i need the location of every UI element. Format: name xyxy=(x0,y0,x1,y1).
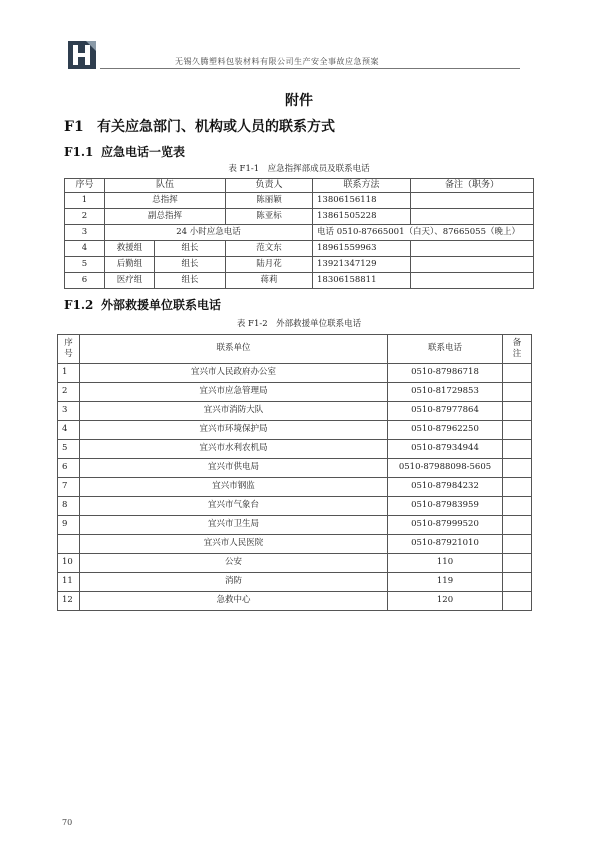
team-cell: 总指挥 xyxy=(105,193,226,209)
table-row xyxy=(58,364,532,383)
phone-cell: 119 xyxy=(388,573,503,592)
seq-cell xyxy=(58,535,80,554)
seq-cell: 4 xyxy=(65,241,105,257)
column-header: 负责人 xyxy=(226,179,313,193)
team-cell: 副总指挥 xyxy=(105,209,226,225)
role-cell: 组长 xyxy=(155,241,226,257)
note-cell xyxy=(503,535,532,554)
role-cell: 组长 xyxy=(155,257,226,273)
unit-cell: 宜兴市卫生局 xyxy=(80,516,388,535)
contact-cell: 18306158811 xyxy=(313,273,411,289)
table-row xyxy=(58,478,532,497)
team-cell: 24 小时应急电话 xyxy=(105,225,313,241)
phone-cell: 0510-87984232 xyxy=(388,478,503,497)
leader-cell: 陈丽颖 xyxy=(226,193,313,209)
column-header: 备 注 xyxy=(503,335,532,364)
group-cell: 后勤组 xyxy=(105,257,155,273)
table-row xyxy=(58,402,532,421)
group-cell: 医疗组 xyxy=(105,273,155,289)
phone-cell: 0510-87977864 xyxy=(388,402,503,421)
table-row xyxy=(65,257,534,273)
note-cell xyxy=(411,193,534,209)
seq-cell: 11 xyxy=(58,573,80,592)
seq-cell: 2 xyxy=(65,209,105,225)
contact-cell: 18961559963 xyxy=(313,241,411,257)
note-cell xyxy=(503,459,532,478)
note-cell xyxy=(503,554,532,573)
leader-cell: 陆月花 xyxy=(226,257,313,273)
emergency-command-table xyxy=(64,178,534,289)
section-heading-f1 xyxy=(64,116,335,136)
table-row xyxy=(65,241,534,257)
contact-cell: 13806156118 xyxy=(313,193,411,209)
note-cell xyxy=(503,364,532,383)
section-number: F1 xyxy=(64,119,84,135)
note-cell xyxy=(503,573,532,592)
section-number: F1.2 xyxy=(64,298,94,312)
seq-cell: 10 xyxy=(58,554,80,573)
seq-cell: 1 xyxy=(58,364,80,383)
unit-cell: 宜兴市环境保护局 xyxy=(80,421,388,440)
section-title: 外部救援单位联系电话 xyxy=(101,298,222,312)
table-row xyxy=(58,592,532,611)
note-cell xyxy=(503,478,532,497)
seq-cell: 3 xyxy=(58,402,80,421)
seq-cell: 9 xyxy=(58,516,80,535)
seq-cell: 5 xyxy=(65,257,105,273)
column-header: 联系方法 xyxy=(313,179,411,193)
unit-cell: 急救中心 xyxy=(80,592,388,611)
note-cell xyxy=(503,421,532,440)
seq-cell: 4 xyxy=(58,421,80,440)
table-row xyxy=(65,209,534,225)
phone-cell: 0510-87988098-5605 xyxy=(388,459,503,478)
table-row xyxy=(65,273,534,289)
leader-cell: 范文东 xyxy=(226,241,313,257)
table-row xyxy=(58,554,532,573)
table-row xyxy=(58,421,532,440)
seq-cell: 5 xyxy=(58,440,80,459)
table-row xyxy=(58,535,532,554)
leader-cell: 蒋莉 xyxy=(226,273,313,289)
table-row xyxy=(65,225,534,241)
phone-cell: 110 xyxy=(388,554,503,573)
column-header: 联系单位 xyxy=(80,335,388,364)
table-caption: 表 F1-2 外部救援单位联系电话 xyxy=(236,319,362,329)
page-number: 70 xyxy=(62,818,73,827)
table-row xyxy=(58,440,532,459)
header-divider xyxy=(100,68,520,69)
phone-cell: 0510-87999520 xyxy=(388,516,503,535)
unit-cell: 宜兴市人民政府办公室 xyxy=(80,364,388,383)
company-logo-icon xyxy=(68,41,96,69)
unit-cell: 宜兴市水利农机局 xyxy=(80,440,388,459)
seq-cell: 12 xyxy=(58,592,80,611)
column-header: 序 号 xyxy=(58,335,80,364)
phone-cell: 0510-87921010 xyxy=(388,535,503,554)
seq-cell: 6 xyxy=(58,459,80,478)
table-row xyxy=(65,193,534,209)
seq-cell: 3 xyxy=(65,225,105,241)
phone-cell: 120 xyxy=(388,592,503,611)
annex-title: 附件 xyxy=(285,93,313,109)
unit-cell: 宜兴市消防大队 xyxy=(80,402,388,421)
unit-cell: 消防 xyxy=(80,573,388,592)
seq-cell: 8 xyxy=(58,497,80,516)
note-cell xyxy=(503,592,532,611)
group-cell: 救援组 xyxy=(105,241,155,257)
note-cell xyxy=(503,516,532,535)
seq-cell: 6 xyxy=(65,273,105,289)
phone-cell: 0510-87983959 xyxy=(388,497,503,516)
seq-cell: 1 xyxy=(65,193,105,209)
section-number: F1.1 xyxy=(64,145,94,159)
phone-cell: 0510-81729853 xyxy=(388,383,503,402)
phone-cell: 0510-87986718 xyxy=(388,364,503,383)
note-cell xyxy=(411,273,534,289)
unit-cell: 宜兴市应急管理局 xyxy=(80,383,388,402)
seq-cell: 7 xyxy=(58,478,80,497)
section-heading-f1-1 xyxy=(64,143,185,160)
column-header: 队伍 xyxy=(105,179,226,193)
unit-cell: 宜兴市钢监 xyxy=(80,478,388,497)
column-header: 序号 xyxy=(65,179,105,193)
leader-cell: 陈亚标 xyxy=(226,209,313,225)
phone-cell: 0510-87962250 xyxy=(388,421,503,440)
note-cell xyxy=(503,497,532,516)
note-cell xyxy=(411,241,534,257)
document-header: 无锡久腾塑料包装材料有限公司生产安全事故应急预案 xyxy=(175,57,379,66)
note-cell xyxy=(503,383,532,402)
table-row xyxy=(58,383,532,402)
role-cell: 组长 xyxy=(155,273,226,289)
seq-cell: 2 xyxy=(58,383,80,402)
unit-cell: 宜兴市供电局 xyxy=(80,459,388,478)
section-heading-f1-2 xyxy=(64,296,221,313)
column-header: 联系电话 xyxy=(388,335,503,364)
note-cell xyxy=(503,440,532,459)
table-row xyxy=(58,459,532,478)
contact-cell: 电话 0510-87665001（白天）、87665055（晚上） xyxy=(313,225,534,241)
contact-cell: 13921347129 xyxy=(313,257,411,273)
table-row xyxy=(58,516,532,535)
section-title: 有关应急部门、机构或人员的联系方式 xyxy=(97,119,335,135)
table-row xyxy=(58,573,532,592)
unit-cell: 宜兴市人民医院 xyxy=(80,535,388,554)
external-rescue-table xyxy=(57,334,532,611)
note-cell xyxy=(411,209,534,225)
phone-cell: 0510-87934944 xyxy=(388,440,503,459)
note-cell xyxy=(503,402,532,421)
table-row xyxy=(58,497,532,516)
unit-cell: 公安 xyxy=(80,554,388,573)
section-title: 应急电话一览表 xyxy=(101,145,186,159)
note-cell xyxy=(411,257,534,273)
contact-cell: 13861505228 xyxy=(313,209,411,225)
column-header: 备注（职务） xyxy=(411,179,534,193)
unit-cell: 宜兴市气象台 xyxy=(80,497,388,516)
table-caption: 表 F1-1 应急指挥部成员及联系电话 xyxy=(228,164,370,174)
